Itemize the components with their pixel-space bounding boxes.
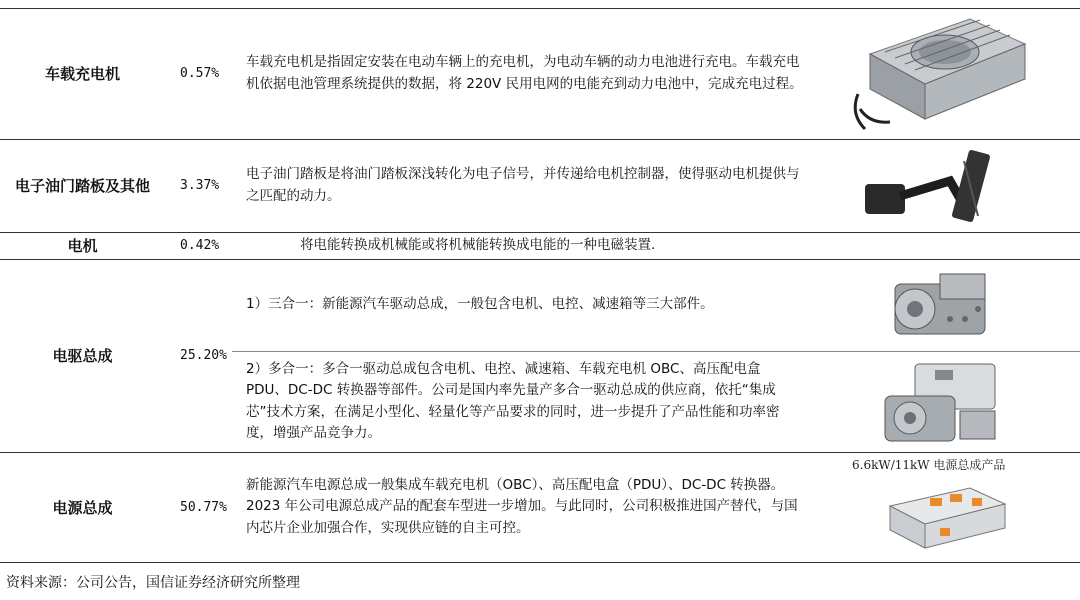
product-description [246,139,806,232]
three-in-one-drive-image [880,264,1000,346]
power-assembly-image [880,476,1010,556]
product-description [246,8,806,139]
description-text: 电子油门踏板是将油门踏板深浅转化为电子信号，并传递给电机控制器，使得驱动电机提供与之匹配的动力。 [246,166,800,204]
product-name-power-assembly: 电源总成 [52,498,113,517]
product-description [300,232,860,259]
row-divider [0,562,1080,563]
product-name-motor: 电机 [67,237,98,255]
image-caption: 6.6kW/11kW 电源总成产品 [852,458,1006,472]
description-text: 2）多合一：多合一驱动总成包含电机、电控、减速箱、车载充电机 OBC、高压配电盒 PDU、DC-DC 转换器等部件。公司是国内率先量产多合一驱动总成的供应商，依托“集成芯”技术方案，在满足小型化、轻量化等产品要求的同时，进一步提升了产品性能和功率密度，增强产品竞争力。 [246,360,780,441]
electronic-pedal-image [860,146,1010,228]
description-text: 将电能转换成机械能或将机械能转换成电能的一种电磁装置. [300,236,656,253]
product-name-onboard-charger: 车载充电机 [44,65,120,83]
source-note: 资料来源：公司公告，国信证券经济研究所整理 [6,575,300,591]
product-description-multi-in-one [246,351,806,452]
product-name-drive-assembly: 电驱总成 [52,347,113,365]
description-text: 新能源汽车电源总成一般集成车载充电机（OBC）、高压配电盒（PDU）、DC-DC 转换器。2023 年公司电源总成产品的配套车型进一步增加。与此同时，公司积极推进国产替代，与国内芯片企业加强合作，实现供应链的自主可控。 [246,476,798,536]
revenue-share: 0.57% [180,66,220,81]
description-text: 1）三合一：新能源汽车驱动总成，一般包含电机、电控、减速箱等三大部件。 [246,296,714,313]
onboard-charger-image [850,14,1030,134]
revenue-share: 0.42% [180,238,220,253]
revenue-share: 3.37% [180,178,220,193]
description-text: 车载充电机是指固定安装在电动车辆上的充电机，为电动车辆的动力电池进行充电。车载充电机依据电池管理系统提供的数据，将 220V 民用电网的电能充到动力电池中，完成充电过程。 [246,54,803,92]
multi-in-one-drive-image [875,356,1005,448]
product-name-electronic-pedal: 电子油门踏板及其他 [14,177,150,195]
revenue-share: 25.20% [180,348,227,363]
product-description [246,452,806,562]
revenue-share: 50.77% [180,499,227,515]
product-description-three-in-one [246,259,806,351]
